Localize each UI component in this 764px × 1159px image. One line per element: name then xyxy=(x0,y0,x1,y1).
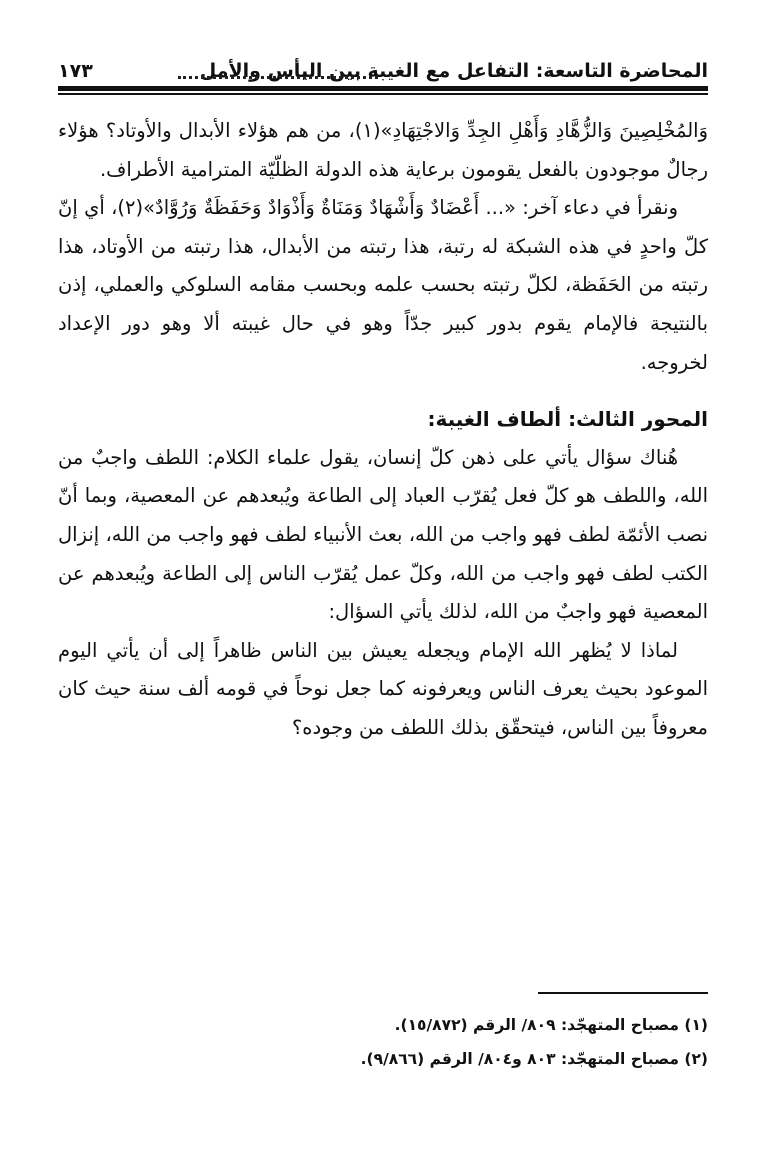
running-title: المحاضرة التاسعة: التفاعل مع الغيبة بين اليأس والأمل xyxy=(199,60,708,82)
section-heading: المحور الثالث: ألطاف الغيبة: xyxy=(427,407,708,432)
page-number: ١٧٣ xyxy=(58,60,93,82)
footnotes xyxy=(58,1008,708,1076)
leader-dots xyxy=(178,68,378,79)
paragraph-1: وَالمُخْلِصِينَ وَالزُّهَّادِ وَأَهْلِ الجِدِّ وَالاجْتِهَادِ»(١)، من هم هؤلاء الأبدال والأوتاد؟ هؤلاء رجالٌ موجودون بالفعل يقومون برعاية هذه الدولة الظلّيّة المترامية الأطراف. xyxy=(58,119,708,181)
body-text xyxy=(58,112,708,748)
header-rule-thick xyxy=(58,86,708,91)
footnote-1: (١) مصباح المتهجّد: ٨٠٩/ الرقم (١٥/٨٧٢). xyxy=(394,1016,708,1034)
paragraph-3: هُناك سؤال يأتي على ذهن كلّ إنسان، يقول علماء الكلام: اللطف واجبٌ من الله، واللطف هو كلّ فعل يُقرّب العباد إلى الطاعة ويُبعدهم عن المعصية، وبما أنّ نصب الأئمّة لطف فهو واجب من الله، بعث الأنبياء لطف فهو واجب من الله، إنزال الكتب لطف فهو واجب من الله، وكلّ عمل يُقرّب الناس إلى الطاعة ويُبعدهم عن المعصية فهو واجبٌ من الله، لذلك يأتي السؤال: xyxy=(58,445,708,624)
running-header xyxy=(58,54,708,88)
footnote-separator xyxy=(538,992,708,994)
paragraph-4: لماذا لا يُظهر الله الإمام ويجعله يعيش بين الناس ظاهراً إلى أن يأتي اليوم الموعود بحيث يعرف الناس ويعرفونه كما جعل نوحاً في قومه ألف سنة حيث كان معروفاً بين الناس، فيتحقّق بذلك اللطف من وجوده؟ xyxy=(58,638,708,739)
footnote-2: (٢) مصباح المتهجّد: ٨٠٣ و٨٠٤/ الرقم (٩/٨٦٦). xyxy=(360,1050,708,1068)
header-rule-thin xyxy=(58,93,708,95)
paragraph-2: ونقرأ في دعاء آخر: «... أَعْضَادٌ وَأَشْهَادٌ وَمَنَاةٌ وَأَذْوَادٌ وَحَفَظَةٌ وَرُوَّادٌ»(٢)، أي إنّ كلّ واحدٍ في هذه الشبكة له رتبة، هذا رتبته من الأبدال، هذا رتبته من الأوتاد، هذا رتبته من الحَفَظة، لكلّ رتبته بحسب علمه وبحسب مقامه السلوكي والعملي، إذن بالنتيجة فالإمام يقوم بدور كبير جدّاً وهو في حال غيبته ألا وهو دور الإعداد لخروجه. xyxy=(58,196,708,374)
